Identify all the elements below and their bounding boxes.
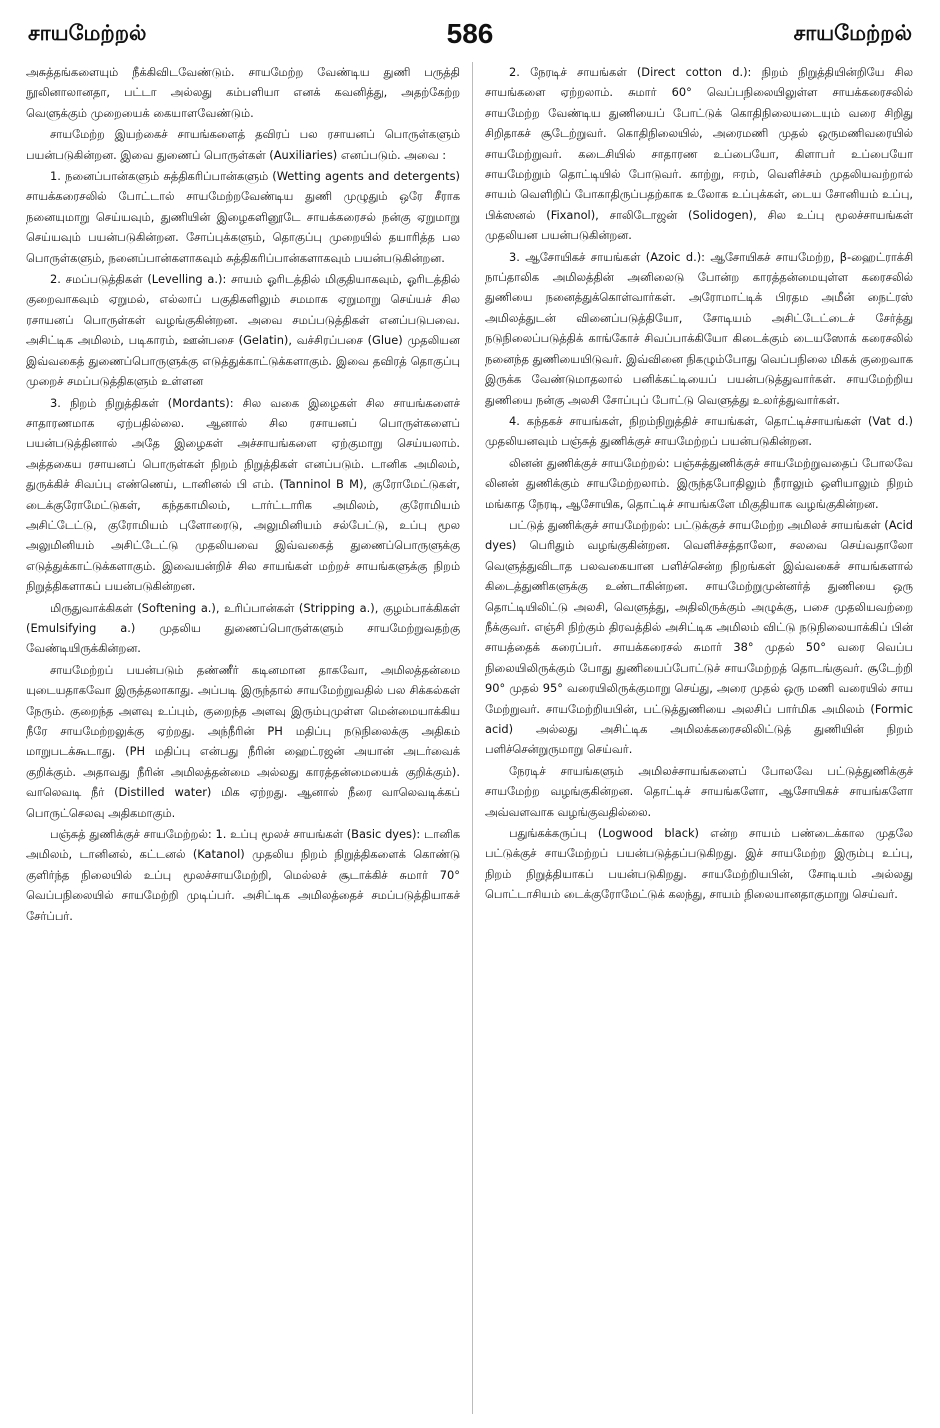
running-head-right: சாயமேற்றல் xyxy=(793,20,912,45)
column-divider xyxy=(472,62,473,1414)
paragraph: பட்டுத் துணிக்குச் சாயமேற்றல்: பட்டுக்குச் சாயமேற்ற அமிலச் சாயங்கள் (Acid dyes) பெரிதும் வழங்குகின்றன. வெளிச்சத்தாலோ, சலவை செய்வதாலோ வெளுத்துவிடாத பலவகையான பளிச்சென்ற நிறங்கள் இவ்வகைச் சாயங்களால் கிடைத்துணிகளுக்கு உண்டாகின்றன. சாயமேற்றுமுன்னர்த் துணியை ஒரு தொட்டியிலிட்டு அலசி, வெளுத்து, அதிலிருக்கும் அழுக்கு, பசை முதலியவற்றை நீக்குவர். எஞ்சி நிற்கும் திரவத்தில் அசிட்டிக அமிலம் விட்டு நடுநிலையாக்கிப் பின் சாயத்தைக் கரைப்பர். சாயக்கரைசல் சுமார் 38° முதல் 50° வரை வெப்ப நிலையிலிருக்கும் போது துணியைப்போட்டுச் சாயமேற்றத் தொடங்குவர். சூடேற்றி 90° முதல் 95° வரையிலிருக்குமாறு செய்து, அரை முதல் ஒரு மணி வரையில் சாய மேற்றுவர். சாயமேற்றியபின், பட்டுத்துணியை அலசிப் பார்மிக அமிலம் (Formic acid) அல்லது அசிட்டிக அமிலக்கரைசலிலிட்டுத் துணியின் நிறம் பளிச்சென்றுருமாறு செய்வர். xyxy=(485,517,913,757)
paragraph: லினன் துணிக்குச் சாயமேற்றல்: பஞ்சுத்துணிக்குச் சாயமேற்றுவதைப் போலவே லினன் துணிக்கும் சாயமேற்றலாம். இருந்தபோதிலும் நீராலும் ஒளியாலும் நிறம் மங்காத நேரடி, ஆசோயிக, தொட்டிச் சாயங்களே மிகுதியாக வழங்குகின்றன. xyxy=(485,455,913,511)
paragraph: பதுங்கக்கருப்பு (Logwood black) என்ற சாயம் பண்டைக்கால முதலே பட்டுக்குச் சாயமேற்றப் பயன்படுத்தப்படுகிறது. இச் சாயமேற்ற இரும்பு உப்பு, நிறம் நிறுத்தியாகப் பயன்படுகிறது. சாயமேற்றியபின், சோடியம் அல்லது பொட்டாசியம் டைக்குரோமேட்டுக் கலந்து, சாயம் நிலையானதாகுமாறு செய்வர். xyxy=(485,826,913,902)
paragraph: 3. நிறம் நிறுத்திகள் (Mordants): சில வகை இழைகள் சில சாயங்களைச் சாதாரணமாக ஏற்பதில்லை. ஆனால் சில ரசாயனப் பொருள்களைப் பயன்படுத்தினால் அதே இழைகள் அச்சாயங்களை ஏற்குமாறு செய்யலாம். அத்தகைய ரசாயனப் பொருள்கள் நிறம் நிறுத்திகள் எனப்படும். டானிக அமிலம், துருக்கிச் சிவப்பு எண்ணெய், டானினல் பி எம். (Tanninol B M), குரோமேட்டுகள், டைக்குரோமேட்டுகள், கந்தகாமிலம், டார்ட்டாரிக அமிலம், குரோமியம் அசிட்டேட்டு, குரோமியம் புளோரைடு, அலுமினியம் சல்பேட்டு, உப்பு மூல அலுமினியம் அசிட்டேட்டு முதலியவை இவ்வகைத் துணைப்பொருளுக்கு எடுத்துக்காட்டுக்களாகும். இவையன்றிச் சில சாயங்கள் மற்றச் சாயங்களுக்கு நிறம் நிறுத்திகளாகப் பயன்படுகின்றன. xyxy=(26,395,460,594)
paragraph: சாயமேற்றப் பயன்படும் தண்ணீர் கடினமான தாகவோ, அமிலத்தன்மை யுடையதாகவோ இருத்தலாகாது. அப்படி இருந்தால் சாயமேற்றுவதில் பல சிக்கல்கள் நேரும். குறைந்த அளவு உப்பும், குறைந்த அளவு இரும்புமுள்ள மென்மையாக்கிய நீரே சாயமேற்றலுக்கு ஏற்றது. அந்நீரின் PH மதிப்பு நடுநிலைக்கு அதிகம் மாறுபடக்கூடாது. (PH மதிப்பு என்பது நீரின் ஹைட்ரஜன் அயான் அடர்வைக் குறிக்கும். அதாவது நீரின் அமிலத்தன்மை அல்லது காரத்தன்மையைக் குறிக்கும்). வாலெவடி நீர் (Distilled water) மிக ஏற்றது. ஆனால் நீரை வாலெவடிக்கப் பொருட்செலவு அதிகமாகும். xyxy=(26,662,460,820)
paragraph: நேரடிச் சாயங்களும் அமிலச்சாயங்களைப் போலவே பட்டுத்துணிக்குச் சாயமேற்ற வழங்குகின்றன. தொட்டிச் சாயங்களோ, ஆசோயிகச் சாயங்களோ அவ்வளவாக வழங்குவதில்லை. xyxy=(485,763,913,819)
paragraph: 4. கந்தகச் சாயங்கள், நிறம்நிறுத்திச் சாயங்கள், தொட்டிச்சாயங்கள் (Vat d.) முதலியனவும் பஞ்சுத் துணிக்குச் சாயமேற்றப் பயன்படுகின்றன. xyxy=(485,413,913,449)
paragraph: பஞ்சுத் துணிக்குச் சாயமேற்றல்: 1. உப்பு மூலச் சாயங்கள் (Basic dyes): டானிக அமிலம், டானினல், கட்டனல் (Katanol) முதலிய நிறம் நிறுத்திகளைக் கொண்டு குளிர்ந்த நிலையில் உப்பு மூலச்சாயமேற்றி, மெல்லச் சூடாக்கிச் சுமார் 70° வெப்பநிலையில் சாயமேற்றி முடிப்பர். அசிட்டிக அமிலத்தைச் சமப்படுத்தியாகச் சேர்ப்பர். xyxy=(26,827,460,923)
paragraph: மிருதுவாக்கிகள் (Softening a.), உரிப்பான்கள் (Stripping a.), குழம்பாக்கிகள் (Emulsifying a.) முதலிய துணைப்பொருள்களும் சாயமேற்றுவதற்கு வேண்டியிருக்கின்றன. xyxy=(26,600,460,656)
paragraph: 3. ஆசோயிகச் சாயங்கள் (Azoic d.): ஆசோயிகச் சாயமேற்ற, β-ஹைட்ராக்சி நாப்தாலிக அமிலத்தின் அனிலைடு போன்ற காரத்தன்மையுள்ள கரைசலில் துணியை நனைத்துக்கொள்வார்கள். அரோமாட்டிக் பிரதம அமீன் நைட்ரஸ் அமிலத்துடன் வினைப்படுத்தியோ, சோடியம் அசிட்டேட்டைச் சேர்த்து நடுநிலைப்படுத்திக் காங்கோச் சிவப்பாக்கியோ கிடைக்கும் டையஸோக் கரைசலில் நனைந்த துணியையிடுவர். இவ்வினை நிகழும்போது வெப்பநிலை மிகக் குறைவாக இருக்க வேண்டுமாதலால் பனிக்கட்டியைப் பயன்படுத்துவார்கள். சாயமேற்றிய துணியை நன்கு அலசி சோப்புப் போட்டு வெளுத்து உலர்த்துவார்கள். xyxy=(485,249,913,407)
left-column xyxy=(26,62,460,1416)
paragraph: சாயமேற்ற இயற்கைச் சாயங்களைத் தவிரப் பல ரசாயனப் பொருள்களும் பயன்படுகின்றன. இவை துணைப் பொருள்கள் (Auxiliaries) எனப்படும். அவை : xyxy=(26,127,460,162)
paragraph: 1. நனைப்பான்களும் சுத்திகரிப்பான்களும் (Wetting agents and detergents) சாயக்கரைசலில் போட்டால் சாயமேற்றவேண்டிய துணி முழுதும் ஒரே சீராக நனையுமாறு செய்யவும், துணியின் இழைகளினூடே சாயக்கரைசல் நன்கு ஏறுமாறு செய்யவும் பயன்படுகின்றன. சோப்புக்களும், தொகுப்பு முறையில் தயாரித்த பல பொருள்களும், நனைப்பான்களாகவும் சுத்திகரிப்பான்களாகவும் பயன்படுகின்றன. xyxy=(26,169,460,265)
page-header xyxy=(28,14,912,54)
paragraph: 2. நேரடிச் சாயங்கள் (Direct cotton d.): நிறம் நிறுத்தியின்றியே சில சாயங்களை ஏற்றலாம். சுமார் 60° வெப்பநிலையிலுள்ள சாயக்கரைசலில் சாயமேற்ற வேண்டிய துணியைப் போட்டுக் கொதிநிலையடையும் வரை சிறிது சிறிதாகச் சூடேற்றுவர். கொதிநிலையில், அரைமணி முதல் ஒருமணிவரையில் சாயமேற்றுவர். கடைசியில் சாதாரண உப்பையோ, கிளாபர் உப்பையோ சாயமேற்றும் தொட்டியில் போடுவர். காற்று, ஈரம், வெளிச்சம் முதலியவற்றால் சாயம் வெளிறிப் போகாதிருப்பதற்காக உலோக உப்புக்கள், டைய சோனியம் உப்பு, பிக்ஸனல் (Fixanol), சாலிடோஜன் (Solidogen), சில உப்பு மூலச்சாயங்கள் முதலியன பயன்படுகின்றன. xyxy=(485,65,913,243)
running-head-left: சாயமேற்றல் xyxy=(28,20,147,45)
paragraph: 2. சமப்படுத்திகள் (Levelling a.): சாயம் ஓரிடத்தில் மிகுதியாகவும், ஓரிடத்தில் குறைவாகவும் ஏறுமல், எல்லாப் பகுதிகளிலும் சமமாக ஏறுமாறு செய்யச் சில ரசாயனப் பொருள்கள் வழங்குகின்றன. அவை சமப்படுத்திகள் எனப்படுபவை. அசிட்டிக அமிலம், படிகாரம், ஊன்பசை (Gelatin), வச்சிரப்பசை (Glue) முதலியன இவ்வகைத் துணைப்பொருளுக்கு எடுத்துக்காட்டுக்களாகும். இவை தவிரத் தொகுப்பு முறைச் சமப்படுத்திகளும் உள்ளன xyxy=(26,272,460,389)
page-number: 586 xyxy=(446,18,494,49)
paragraph: அசுத்தங்களையும் நீக்கிவிடவேண்டும். சாயமேற்ற வேண்டிய துணி பருத்தி நூலினாலானதா, பட்டா அல்லது கம்பளியா எனக் கவனித்து, அதற்கேற்ற வெளுக்கும் முறையைக் கையாளவேண்டும். xyxy=(26,65,460,120)
right-column xyxy=(485,62,913,1416)
